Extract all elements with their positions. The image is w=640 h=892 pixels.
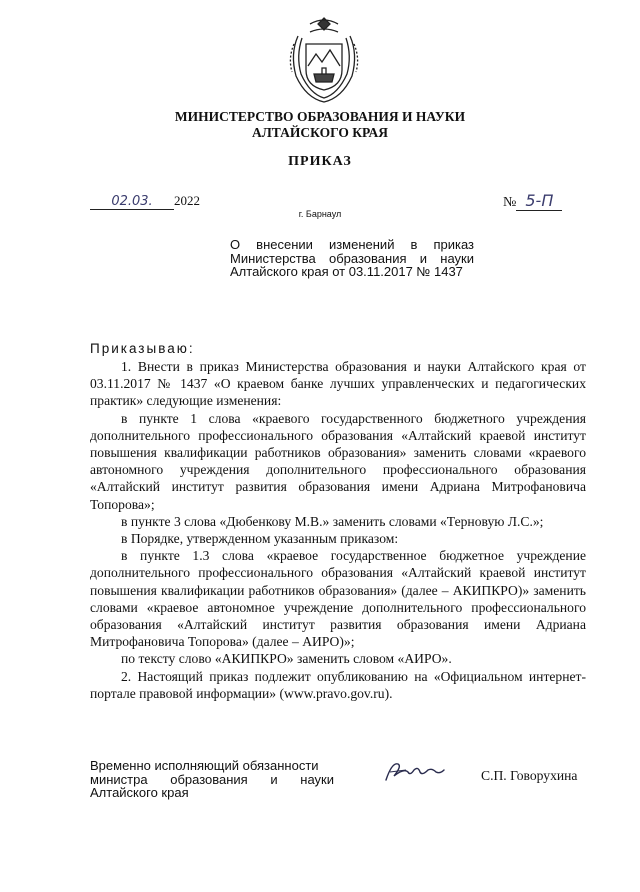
body-paragraph: 1. Внести в приказ Министерства образования и науки Алтайского края от 03.11.2017 № 1437 «О краевом банке лучших управленческих и педагогических практик» следующие изменения: [90,359,586,409]
signatory-position [90,759,334,800]
body-paragraph: в пункте 1 слова «краевого государственного бюджетного учреждения дополнительного профессионального образования «Алтайский краевой институт повышения квалификации работников образования» заменить словами «краевого автономного учреждения дополнительного профессионального образования «Алтайский институт развития образования имени Адриана Митрофановича Топорова»; [90,410,586,512]
document-type-title: ПРИКАЗ [288,154,352,169]
position-line: Алтайского края [90,785,189,800]
date-year: 2022 [174,193,200,208]
order-intro: Приказываю: [90,341,195,356]
position-line: министра образования и науки [90,771,334,787]
ministry-name-line1: МИНИСТЕРСТВО ОБРАЗОВАНИЯ И НАУКИ [174,109,466,124]
position-line: Временно исполняющий обязанности [90,758,319,773]
number-prefix: № [503,195,517,210]
order-date [90,193,200,210]
body-paragraph: в пункте 1.3 слова «краевое государственное бюджетное учреждение дополнительного профессионального образования «Алтайский краевой институт повышения квалификации работников образования» (далее – АКИПКРО)» заменить словами «краевое автономное учреждение дополнительного профессионального образования «Алтайский институт развития образования имени Адриана Митрофановича Топорова» (далее – АИРО)»; [90,548,586,650]
body-paragraph: 2. Настоящий приказ подлежит опубликованию на «Официальном интернет-портале правовой информации» (www.pravo.gov.ru). [90,668,586,701]
order-number [503,191,562,211]
order-body [90,358,586,702]
handwritten-signature [382,758,446,784]
city-label: г. Барнаул [298,209,342,219]
body-paragraph: по тексту слово «АКИПКРО» заменить словом «АИРО». [121,651,452,667]
order-subject: О внесении изменений в приказ Министерства образования и науки Алтайского края от 03.11.2017 № 1437 [230,237,474,279]
ministry-name-line2: АЛТАЙСКОГО КРАЯ [251,125,389,140]
coat-of-arms-emblem [284,14,364,106]
number-handwritten: 5-П [516,191,562,211]
body-paragraph: в пункте 3 слова «Дюбенкову М.В.» заменить словами «Терновую Л.С.»; [121,513,544,529]
date-handwritten: 02.03. [90,194,174,210]
signatory-name: С.П. Говорухина [481,768,578,783]
body-paragraph: в Порядке, утвержденном указанным приказом: [121,531,399,547]
